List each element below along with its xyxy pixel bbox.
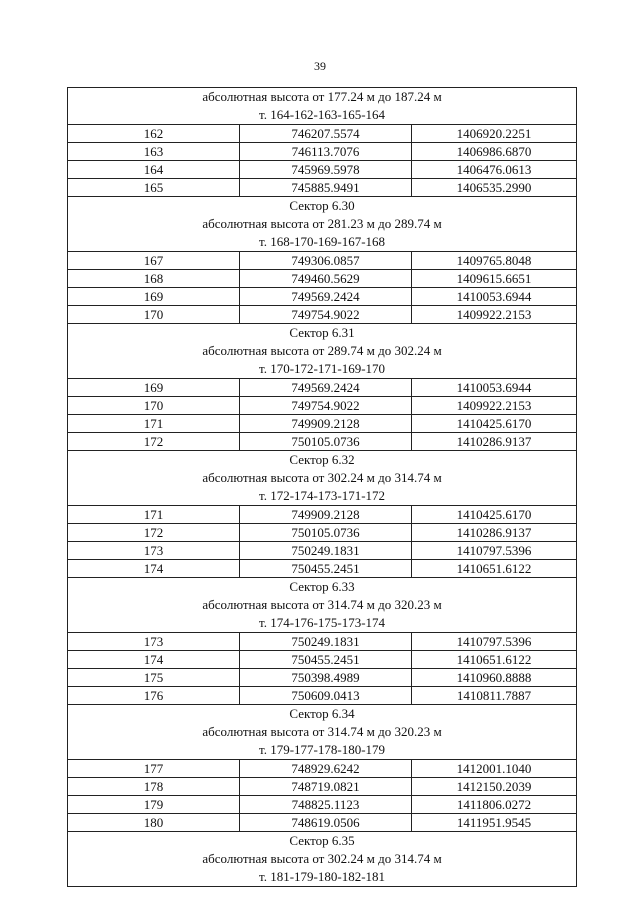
x-coordinate-cell: 749754.9022 bbox=[240, 306, 412, 324]
point-number-cell: 165 bbox=[68, 179, 240, 197]
table-row bbox=[68, 560, 577, 578]
table-row bbox=[68, 161, 577, 179]
section-altitude: абсолютная высота от 314.74 м до 320.23 м bbox=[68, 596, 577, 614]
table-row bbox=[68, 633, 577, 651]
section-sector: Сектор 6.31 bbox=[68, 324, 577, 343]
section-altitude: абсолютная высота от 281.23 м до 289.74 м bbox=[68, 215, 577, 233]
y-coordinate-cell: 1410425.6170 bbox=[412, 415, 577, 433]
x-coordinate-cell: 750455.2451 bbox=[240, 560, 412, 578]
x-coordinate-cell: 749569.2424 bbox=[240, 288, 412, 306]
table-row bbox=[68, 252, 577, 270]
y-coordinate-cell: 1406986.6870 bbox=[412, 143, 577, 161]
y-coordinate-cell: 1409922.2153 bbox=[412, 397, 577, 415]
point-number-cell: 173 bbox=[68, 633, 240, 651]
section-altitude: абсолютная высота от 302.24 м до 314.74 м bbox=[68, 850, 577, 868]
table-row bbox=[68, 778, 577, 796]
point-number-cell: 168 bbox=[68, 270, 240, 288]
section-points: т. 170-172-171-169-170 bbox=[68, 360, 577, 379]
y-coordinate-cell: 1410651.6122 bbox=[412, 560, 577, 578]
section-altitude: абсолютная высота от 302.24 м до 314.74 м bbox=[68, 469, 577, 487]
coordinates-table bbox=[67, 87, 577, 887]
section-header-row bbox=[68, 88, 577, 107]
x-coordinate-cell: 750105.0736 bbox=[240, 524, 412, 542]
point-number-cell: 170 bbox=[68, 306, 240, 324]
x-coordinate-cell: 749306.0857 bbox=[240, 252, 412, 270]
table-row bbox=[68, 397, 577, 415]
y-coordinate-cell: 1411806.0272 bbox=[412, 796, 577, 814]
table-row bbox=[68, 687, 577, 705]
point-number-cell: 176 bbox=[68, 687, 240, 705]
point-number-cell: 167 bbox=[68, 252, 240, 270]
point-number-cell: 170 bbox=[68, 397, 240, 415]
y-coordinate-cell: 1410053.6944 bbox=[412, 379, 577, 397]
x-coordinate-cell: 749569.2424 bbox=[240, 379, 412, 397]
section-header-row bbox=[68, 723, 577, 741]
x-coordinate-cell: 749909.2128 bbox=[240, 415, 412, 433]
section-header-row bbox=[68, 596, 577, 614]
y-coordinate-cell: 1409765.8048 bbox=[412, 252, 577, 270]
point-number-cell: 163 bbox=[68, 143, 240, 161]
x-coordinate-cell: 749754.9022 bbox=[240, 397, 412, 415]
y-coordinate-cell: 1410053.6944 bbox=[412, 288, 577, 306]
table-row bbox=[68, 524, 577, 542]
section-header-row bbox=[68, 705, 577, 724]
x-coordinate-cell: 750105.0736 bbox=[240, 433, 412, 451]
y-coordinate-cell: 1409615.6651 bbox=[412, 270, 577, 288]
y-coordinate-cell: 1410797.5396 bbox=[412, 633, 577, 651]
x-coordinate-cell: 750249.1831 bbox=[240, 542, 412, 560]
section-points: т. 174-176-175-173-174 bbox=[68, 614, 577, 633]
y-coordinate-cell: 1410797.5396 bbox=[412, 542, 577, 560]
section-header-row bbox=[68, 578, 577, 597]
y-coordinate-cell: 1410286.9137 bbox=[412, 433, 577, 451]
x-coordinate-cell: 748825.1123 bbox=[240, 796, 412, 814]
x-coordinate-cell: 748719.0821 bbox=[240, 778, 412, 796]
point-number-cell: 164 bbox=[68, 161, 240, 179]
x-coordinate-cell: 750398.4989 bbox=[240, 669, 412, 687]
section-sector: Сектор 6.34 bbox=[68, 705, 577, 724]
point-number-cell: 180 bbox=[68, 814, 240, 832]
table-row bbox=[68, 506, 577, 524]
table-row bbox=[68, 143, 577, 161]
section-header-row bbox=[68, 614, 577, 633]
section-points: т. 172-174-173-171-172 bbox=[68, 487, 577, 506]
point-number-cell: 173 bbox=[68, 542, 240, 560]
section-altitude: абсолютная высота от 177.24 м до 187.24 м bbox=[68, 88, 577, 107]
table-row bbox=[68, 542, 577, 560]
point-number-cell: 179 bbox=[68, 796, 240, 814]
point-number-cell: 174 bbox=[68, 651, 240, 669]
point-number-cell: 175 bbox=[68, 669, 240, 687]
x-coordinate-cell: 750249.1831 bbox=[240, 633, 412, 651]
table-row bbox=[68, 433, 577, 451]
section-header-row bbox=[68, 741, 577, 760]
x-coordinate-cell: 748929.6242 bbox=[240, 760, 412, 778]
point-number-cell: 169 bbox=[68, 379, 240, 397]
section-header-row bbox=[68, 451, 577, 470]
table-row bbox=[68, 760, 577, 778]
table-row bbox=[68, 651, 577, 669]
table-row bbox=[68, 288, 577, 306]
section-sector: Сектор 6.33 bbox=[68, 578, 577, 597]
y-coordinate-cell: 1410286.9137 bbox=[412, 524, 577, 542]
y-coordinate-cell: 1406535.2990 bbox=[412, 179, 577, 197]
x-coordinate-cell: 750609.0413 bbox=[240, 687, 412, 705]
y-coordinate-cell: 1410651.6122 bbox=[412, 651, 577, 669]
x-coordinate-cell: 745885.9491 bbox=[240, 179, 412, 197]
y-coordinate-cell: 1411951.9545 bbox=[412, 814, 577, 832]
section-header-row bbox=[68, 868, 577, 887]
point-number-cell: 162 bbox=[68, 125, 240, 143]
section-points: т. 179-177-178-180-179 bbox=[68, 741, 577, 760]
y-coordinate-cell: 1406476.0613 bbox=[412, 161, 577, 179]
point-number-cell: 174 bbox=[68, 560, 240, 578]
section-altitude: абсолютная высота от 314.74 м до 320.23 м bbox=[68, 723, 577, 741]
section-header-row bbox=[68, 324, 577, 343]
point-number-cell: 169 bbox=[68, 288, 240, 306]
x-coordinate-cell: 749909.2128 bbox=[240, 506, 412, 524]
table-row bbox=[68, 415, 577, 433]
page-number: 39 bbox=[314, 59, 326, 73]
section-header-row bbox=[68, 197, 577, 216]
section-header-row bbox=[68, 233, 577, 252]
section-sector: Сектор 6.30 bbox=[68, 197, 577, 216]
section-points: т. 164-162-163-165-164 bbox=[68, 106, 577, 125]
section-header-row bbox=[68, 469, 577, 487]
point-number-cell: 171 bbox=[68, 415, 240, 433]
table-row bbox=[68, 796, 577, 814]
point-number-cell: 172 bbox=[68, 524, 240, 542]
point-number-cell: 178 bbox=[68, 778, 240, 796]
section-altitude: абсолютная высота от 289.74 м до 302.24 м bbox=[68, 342, 577, 360]
x-coordinate-cell: 746207.5574 bbox=[240, 125, 412, 143]
y-coordinate-cell: 1410425.6170 bbox=[412, 506, 577, 524]
y-coordinate-cell: 1410811.7887 bbox=[412, 687, 577, 705]
section-header-row bbox=[68, 106, 577, 125]
x-coordinate-cell: 748619.0506 bbox=[240, 814, 412, 832]
x-coordinate-cell: 750455.2451 bbox=[240, 651, 412, 669]
section-header-row bbox=[68, 832, 577, 851]
section-header-row bbox=[68, 342, 577, 360]
x-coordinate-cell: 745969.5978 bbox=[240, 161, 412, 179]
section-header-row bbox=[68, 487, 577, 506]
table-row bbox=[68, 270, 577, 288]
section-sector: Сектор 6.35 bbox=[68, 832, 577, 851]
x-coordinate-cell: 746113.7076 bbox=[240, 143, 412, 161]
section-header-row bbox=[68, 215, 577, 233]
table-row bbox=[68, 179, 577, 197]
section-points: т. 181-179-180-182-181 bbox=[68, 868, 577, 887]
y-coordinate-cell: 1410960.8888 bbox=[412, 669, 577, 687]
y-coordinate-cell: 1412001.1040 bbox=[412, 760, 577, 778]
table-row bbox=[68, 306, 577, 324]
y-coordinate-cell: 1406920.2251 bbox=[412, 125, 577, 143]
table-row bbox=[68, 669, 577, 687]
section-header-row bbox=[68, 360, 577, 379]
y-coordinate-cell: 1409922.2153 bbox=[412, 306, 577, 324]
point-number-cell: 171 bbox=[68, 506, 240, 524]
table-row bbox=[68, 379, 577, 397]
point-number-cell: 172 bbox=[68, 433, 240, 451]
section-header-row bbox=[68, 850, 577, 868]
section-sector: Сектор 6.32 bbox=[68, 451, 577, 470]
table-row bbox=[68, 814, 577, 832]
y-coordinate-cell: 1412150.2039 bbox=[412, 778, 577, 796]
table-row bbox=[68, 125, 577, 143]
section-points: т. 168-170-169-167-168 bbox=[68, 233, 577, 252]
x-coordinate-cell: 749460.5629 bbox=[240, 270, 412, 288]
point-number-cell: 177 bbox=[68, 760, 240, 778]
